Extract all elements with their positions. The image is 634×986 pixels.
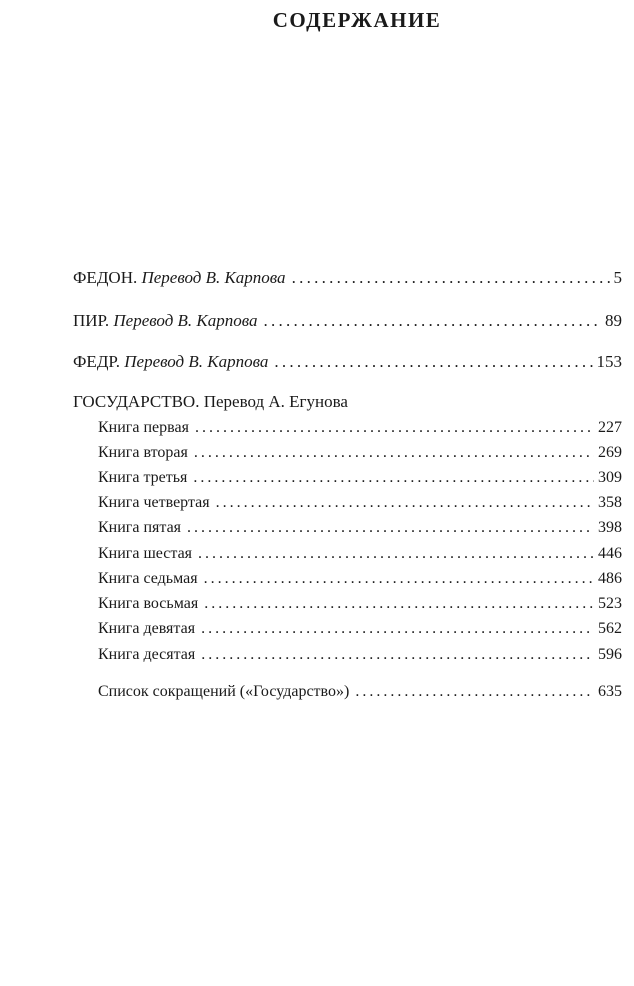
book-page: 562 bbox=[598, 620, 622, 637]
dot-leader bbox=[193, 469, 594, 487]
book-page: 398 bbox=[598, 519, 622, 536]
book-page: 446 bbox=[598, 545, 622, 562]
book-label: Книга первая bbox=[98, 419, 189, 436]
dot-leader bbox=[195, 419, 594, 437]
toc-book-4[interactable] bbox=[98, 494, 622, 512]
book-page: 227 bbox=[598, 419, 622, 436]
entry-name: ФЕДР. bbox=[73, 352, 120, 371]
book-label: Книга четвертая bbox=[98, 494, 210, 511]
book-label: Книга шестая bbox=[98, 545, 193, 562]
toc-book-1[interactable] bbox=[98, 419, 622, 437]
book-label: Книга седьмая bbox=[98, 570, 198, 587]
toc-book-9[interactable] bbox=[98, 620, 622, 638]
abbreviations-page: 635 bbox=[598, 683, 622, 700]
book-page: 269 bbox=[598, 444, 622, 461]
toc-entry-republic[interactable] bbox=[73, 392, 348, 412]
entry-translator: Перевод В. Карпова bbox=[124, 352, 269, 371]
toc-book-6[interactable] bbox=[98, 545, 622, 563]
entry-name: ГОСУДАРСТВО. bbox=[73, 392, 200, 411]
toc-book-2[interactable] bbox=[98, 444, 622, 462]
toc-book-7[interactable] bbox=[98, 570, 622, 588]
entry-name: ПИР. bbox=[73, 311, 110, 330]
entry-translator: Перевод В. Карпова bbox=[113, 311, 258, 330]
dot-leader bbox=[204, 570, 594, 588]
toc-entry-phaedo[interactable] bbox=[73, 268, 622, 288]
book-page: 523 bbox=[598, 595, 622, 612]
entry-translator: Перевод А. Егунова bbox=[203, 392, 348, 411]
book-page: 358 bbox=[598, 494, 622, 511]
book-page: 486 bbox=[598, 570, 622, 587]
toc-entry-phaedrus[interactable] bbox=[73, 352, 622, 372]
toc-book-8[interactable] bbox=[98, 595, 622, 613]
entry-page: 5 bbox=[613, 268, 622, 287]
dot-leader bbox=[355, 683, 594, 701]
dot-leader bbox=[194, 444, 594, 462]
toc-book-3[interactable] bbox=[98, 469, 622, 487]
dot-leader bbox=[263, 311, 601, 331]
page-title: СОДЕРЖАНИЕ bbox=[272, 8, 442, 32]
abbreviations-label: Список сокращений («Государство») bbox=[98, 683, 350, 700]
dot-leader bbox=[204, 595, 594, 613]
book-page: 309 bbox=[598, 469, 622, 486]
book-label: Книга пятая bbox=[98, 519, 182, 536]
entry-name: ФЕДОН. bbox=[73, 268, 138, 287]
book-label: Книга восьмая bbox=[98, 595, 199, 612]
dot-leader bbox=[198, 545, 594, 563]
dot-leader bbox=[216, 494, 594, 512]
dot-leader bbox=[187, 519, 594, 537]
book-label: Книга вторая bbox=[98, 444, 188, 461]
entry-page: 153 bbox=[596, 352, 622, 371]
toc-book-10[interactable] bbox=[98, 646, 622, 664]
entry-translator: Перевод В. Карпова bbox=[141, 268, 286, 287]
dot-leader bbox=[201, 646, 594, 664]
dot-leader bbox=[292, 268, 610, 288]
toc-entry-symposium[interactable] bbox=[73, 311, 622, 331]
book-label: Книга девятая bbox=[98, 620, 196, 637]
book-page: 596 bbox=[598, 646, 622, 663]
toc-book-5[interactable] bbox=[98, 519, 622, 537]
toc-abbreviations[interactable] bbox=[98, 683, 622, 701]
book-label: Книга третья bbox=[98, 469, 188, 486]
book-label: Книга десятая bbox=[98, 646, 196, 663]
dot-leader bbox=[201, 620, 594, 638]
entry-page: 89 bbox=[605, 311, 622, 330]
dot-leader bbox=[274, 352, 592, 372]
